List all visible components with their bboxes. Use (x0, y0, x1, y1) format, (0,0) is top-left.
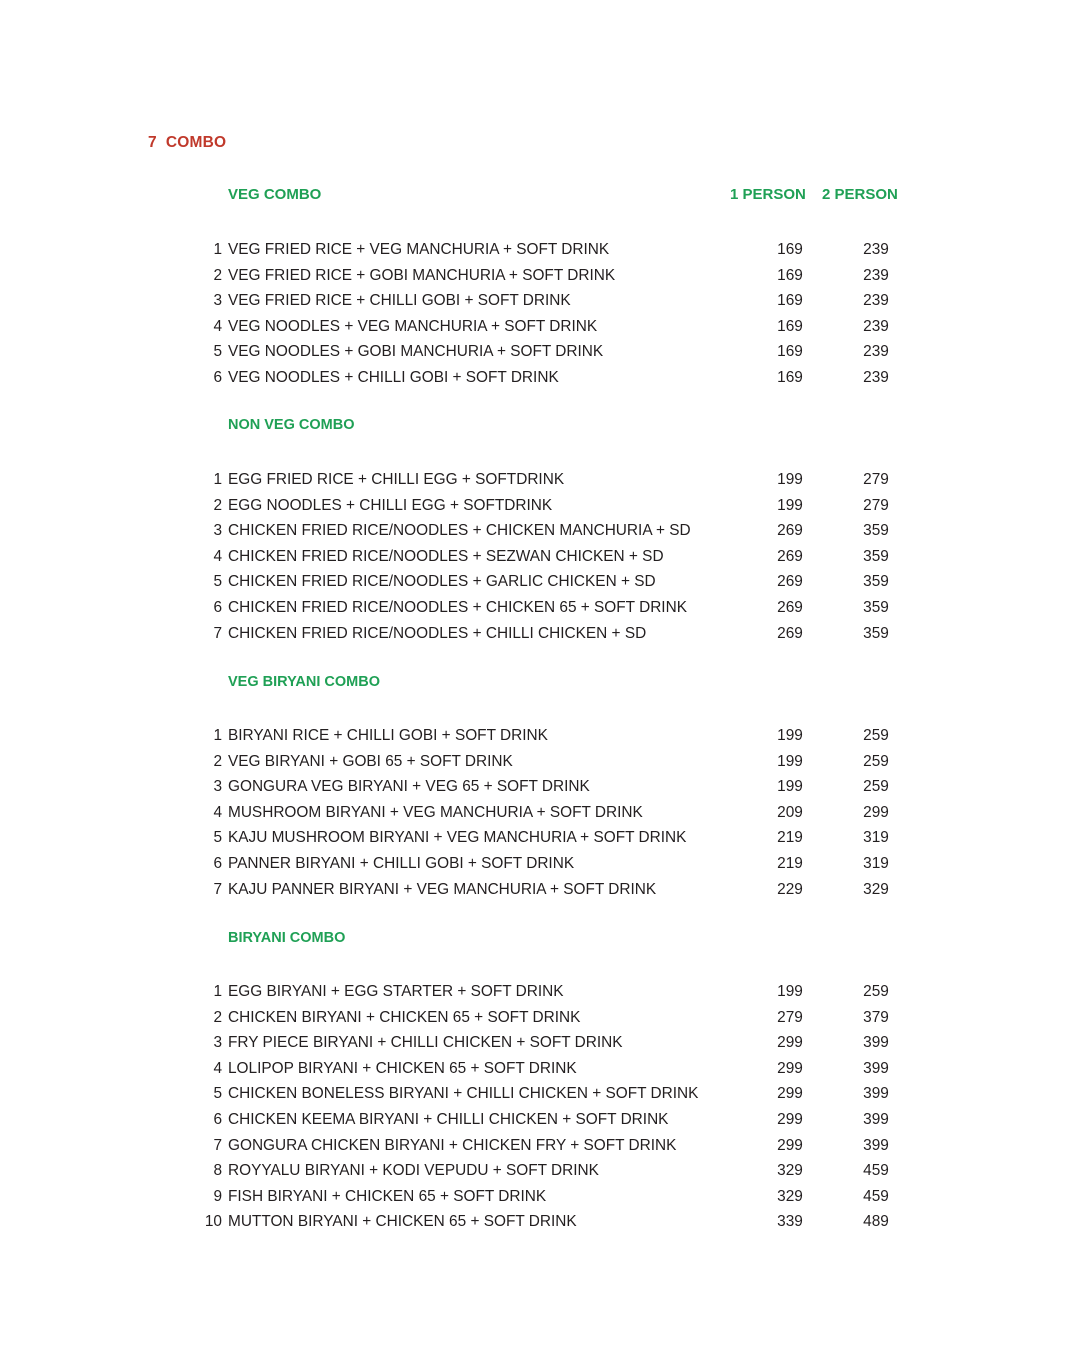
price-1-person: 329 (777, 1187, 803, 1205)
price-1-person: 169 (777, 292, 803, 310)
menu-item-row (0, 1133, 1080, 1159)
item-name: VEG NOODLES + GOBI MANCHURIA + SOFT DRINK (228, 343, 604, 361)
menu-item-row (0, 1081, 1080, 1107)
menu-rows-veg-combo (0, 237, 1080, 391)
menu-item-row (0, 851, 1080, 877)
item-index: 4 (213, 317, 222, 335)
menu-rows-non-veg-combo (0, 467, 1080, 646)
item-index: 7 (213, 624, 222, 642)
item-name: CHICKEN FRIED RICE/NOODLES + CHICKEN MANCHURIA + SD (228, 522, 691, 540)
menu-item-row (0, 1005, 1080, 1031)
menu-item-row (0, 467, 1080, 493)
section-title-non-veg-combo: NON VEG COMBO (228, 417, 355, 433)
menu-item-row (0, 1030, 1080, 1056)
item-name: CHICKEN FRIED RICE/NOODLES + CHILLI CHICKEN + SD (228, 624, 647, 642)
price-1-person: 199 (777, 471, 803, 488)
page-title: 7 COMBO (148, 134, 227, 151)
price-2-person: 319 (863, 829, 889, 847)
item-name: KAJU PANNER BIRYANI + VEG MANCHURIA + SOFT DRINK (228, 880, 657, 898)
price-2-person: 239 (863, 292, 889, 310)
item-name: CHICKEN KEEMA BIRYANI + CHILLI CHICKEN + SOFT DRINK (228, 1110, 669, 1128)
price-2-person: 239 (863, 266, 889, 284)
price-2-person: 259 (863, 778, 889, 796)
price-1-person: 169 (777, 343, 803, 361)
menu-item-row (0, 723, 1080, 749)
item-index: 6 (213, 368, 222, 386)
item-name: VEG FRIED RICE + CHILLI GOBI + SOFT DRINK (228, 292, 571, 310)
price-2-person: 259 (863, 727, 889, 744)
menu-rows-veg-biryani-combo (0, 723, 1080, 902)
menu-item-row (0, 314, 1080, 340)
item-index: 5 (213, 1085, 222, 1103)
item-name: LOLIPOP BIRYANI + CHICKEN 65 + SOFT DRINK (228, 1059, 577, 1077)
item-name: BIRYANI RICE + CHILLI GOBI + SOFT DRINK (228, 727, 548, 744)
price-2-person: 399 (863, 1034, 889, 1052)
menu-item-row (0, 877, 1080, 903)
price-2-person: 399 (863, 1059, 889, 1077)
item-index: 6 (213, 598, 222, 616)
price-2-person: 379 (863, 1008, 889, 1026)
price-2-person: 359 (863, 547, 889, 565)
price-1-person: 199 (777, 752, 803, 770)
item-name: VEG BIRYANI + GOBI 65 + SOFT DRINK (228, 752, 513, 770)
item-name: FRY PIECE BIRYANI + CHILLI CHICKEN + SOFT DRINK (228, 1034, 623, 1052)
price-2-person: 239 (863, 368, 889, 386)
menu-item-row (0, 774, 1080, 800)
price-1-person: 169 (777, 317, 803, 335)
menu-item-row (0, 749, 1080, 775)
item-index: 4 (213, 803, 222, 821)
menu-rows-biryani-combo (0, 979, 1080, 1235)
column-header-2-person: 2 PERSON (822, 186, 898, 203)
item-name: FISH BIRYANI + CHICKEN 65 + SOFT DRINK (228, 1187, 547, 1205)
menu-item-row (0, 518, 1080, 544)
item-name: EGG NOODLES + CHILLI EGG + SOFTDRINK (228, 496, 553, 514)
price-1-person: 299 (777, 1110, 803, 1128)
item-index: 4 (213, 1059, 222, 1077)
price-1-person: 269 (777, 547, 803, 565)
price-2-person: 299 (863, 803, 889, 821)
item-index: 6 (213, 1110, 222, 1128)
item-index: 1 (213, 471, 222, 488)
price-1-person: 199 (777, 778, 803, 796)
menu-item-row (0, 979, 1080, 1005)
item-name: CHICKEN BIRYANI + CHICKEN 65 + SOFT DRINK (228, 1008, 581, 1026)
item-name: EGG BIRYANI + EGG STARTER + SOFT DRINK (228, 983, 564, 1000)
item-name: GONGURA VEG BIRYANI + VEG 65 + SOFT DRINK (228, 778, 590, 796)
price-2-person: 239 (863, 343, 889, 361)
price-1-person: 269 (777, 522, 803, 540)
menu-item-row (0, 1056, 1080, 1082)
price-2-person: 329 (863, 880, 889, 898)
item-index: 2 (213, 1008, 222, 1026)
item-name: VEG NOODLES + CHILLI GOBI + SOFT DRINK (228, 368, 559, 386)
price-1-person: 299 (777, 1059, 803, 1077)
item-name: MUTTON BIRYANI + CHICKEN 65 + SOFT DRINK (228, 1213, 577, 1231)
price-1-person: 219 (777, 854, 803, 872)
item-index: 9 (213, 1187, 222, 1205)
column-header-1-person: 1 PERSON (730, 186, 806, 203)
section-title-biryani-combo: BIRYANI COMBO (228, 930, 346, 946)
section-title-veg-biryani-combo: VEG BIRYANI COMBO (228, 674, 381, 690)
price-1-person: 229 (777, 880, 803, 898)
price-2-person: 459 (863, 1162, 889, 1180)
menu-item-row (0, 1209, 1080, 1235)
price-2-person: 359 (863, 522, 889, 540)
price-1-person: 299 (777, 1136, 803, 1154)
menu-item-row (0, 825, 1080, 851)
price-1-person: 279 (777, 1008, 803, 1026)
item-name: CHICKEN FRIED RICE/NOODLES + GARLIC CHICKEN + SD (228, 573, 656, 591)
price-1-person: 339 (777, 1213, 803, 1231)
price-1-person: 329 (777, 1162, 803, 1180)
price-2-person: 259 (863, 752, 889, 770)
price-1-person: 269 (777, 573, 803, 591)
price-2-person: 259 (863, 983, 889, 1000)
price-2-person: 359 (863, 573, 889, 591)
menu-item-row (0, 621, 1080, 647)
menu-item-row (0, 365, 1080, 391)
item-index: 3 (213, 778, 222, 796)
price-2-person: 239 (863, 241, 889, 258)
item-name: PANNER BIRYANI + CHILLI GOBI + SOFT DRINK (228, 854, 575, 872)
menu-item-row (0, 288, 1080, 314)
price-2-person: 399 (863, 1085, 889, 1103)
menu-item-row (0, 595, 1080, 621)
price-1-person: 199 (777, 496, 803, 514)
item-name: MUSHROOM BIRYANI + VEG MANCHURIA + SOFT DRINK (228, 803, 643, 821)
item-index: 5 (213, 573, 222, 591)
price-2-person: 239 (863, 317, 889, 335)
item-name: ROYYALU BIRYANI + KODI VEPUDU + SOFT DRINK (228, 1162, 599, 1180)
price-1-person: 269 (777, 598, 803, 616)
menu-item-row (0, 544, 1080, 570)
item-index: 2 (213, 752, 222, 770)
item-index: 1 (213, 727, 222, 744)
price-2-person: 399 (863, 1136, 889, 1154)
item-index: 2 (213, 496, 222, 514)
item-index: 3 (213, 1034, 222, 1052)
price-2-person: 279 (863, 496, 889, 514)
price-1-person: 269 (777, 624, 803, 642)
item-index: 1 (213, 983, 222, 1000)
price-1-person: 209 (777, 803, 803, 821)
item-index: 2 (213, 266, 222, 284)
section-title-veg-combo: VEG COMBO (228, 186, 322, 203)
menu-item-row (0, 493, 1080, 519)
item-name: VEG FRIED RICE + VEG MANCHURIA + SOFT DRINK (228, 241, 610, 258)
item-name: GONGURA CHICKEN BIRYANI + CHICKEN FRY + SOFT DRINK (228, 1136, 677, 1154)
menu-item-row (0, 800, 1080, 826)
menu-item-row (0, 1158, 1080, 1184)
price-1-person: 199 (777, 983, 803, 1000)
price-2-person: 359 (863, 624, 889, 642)
menu-item-row (0, 569, 1080, 595)
price-2-person: 399 (863, 1110, 889, 1128)
menu-item-row (0, 339, 1080, 365)
price-1-person: 169 (777, 266, 803, 284)
item-name: KAJU MUSHROOM BIRYANI + VEG MANCHURIA + SOFT DRINK (228, 829, 687, 847)
item-index: 7 (213, 880, 222, 898)
item-index: 3 (213, 522, 222, 540)
item-index: 10 (204, 1213, 222, 1231)
item-index: 5 (213, 343, 222, 361)
menu-item-row (0, 237, 1080, 263)
price-1-person: 169 (777, 368, 803, 386)
price-2-person: 279 (863, 471, 889, 488)
menu-item-row (0, 1107, 1080, 1133)
item-name: CHICKEN FRIED RICE/NOODLES + SEZWAN CHICKEN + SD (228, 547, 664, 565)
item-index: 4 (213, 547, 222, 565)
item-index: 8 (213, 1162, 222, 1180)
item-name: CHICKEN BONELESS BIRYANI + CHILLI CHICKEN + SOFT DRINK (228, 1085, 699, 1103)
item-index: 3 (213, 292, 222, 310)
item-index: 5 (213, 829, 222, 847)
price-1-person: 299 (777, 1085, 803, 1103)
item-index: 6 (213, 854, 222, 872)
item-name: VEG FRIED RICE + GOBI MANCHURIA + SOFT DRINK (228, 266, 616, 284)
price-1-person: 299 (777, 1034, 803, 1052)
price-2-person: 459 (863, 1187, 889, 1205)
price-1-person: 219 (777, 829, 803, 847)
item-name: EGG FRIED RICE + CHILLI EGG + SOFTDRINK (228, 471, 565, 488)
item-name: VEG NOODLES + VEG MANCHURIA + SOFT DRINK (228, 317, 598, 335)
menu-item-row (0, 263, 1080, 289)
price-2-person: 489 (863, 1213, 889, 1231)
item-name: CHICKEN FRIED RICE/NOODLES + CHICKEN 65 + SOFT DRINK (228, 598, 687, 616)
price-2-person: 319 (863, 854, 889, 872)
price-1-person: 199 (777, 727, 803, 744)
item-index: 7 (213, 1136, 222, 1154)
price-1-person: 169 (777, 241, 803, 258)
menu-item-row (0, 1184, 1080, 1210)
item-index: 1 (213, 241, 222, 258)
price-2-person: 359 (863, 598, 889, 616)
